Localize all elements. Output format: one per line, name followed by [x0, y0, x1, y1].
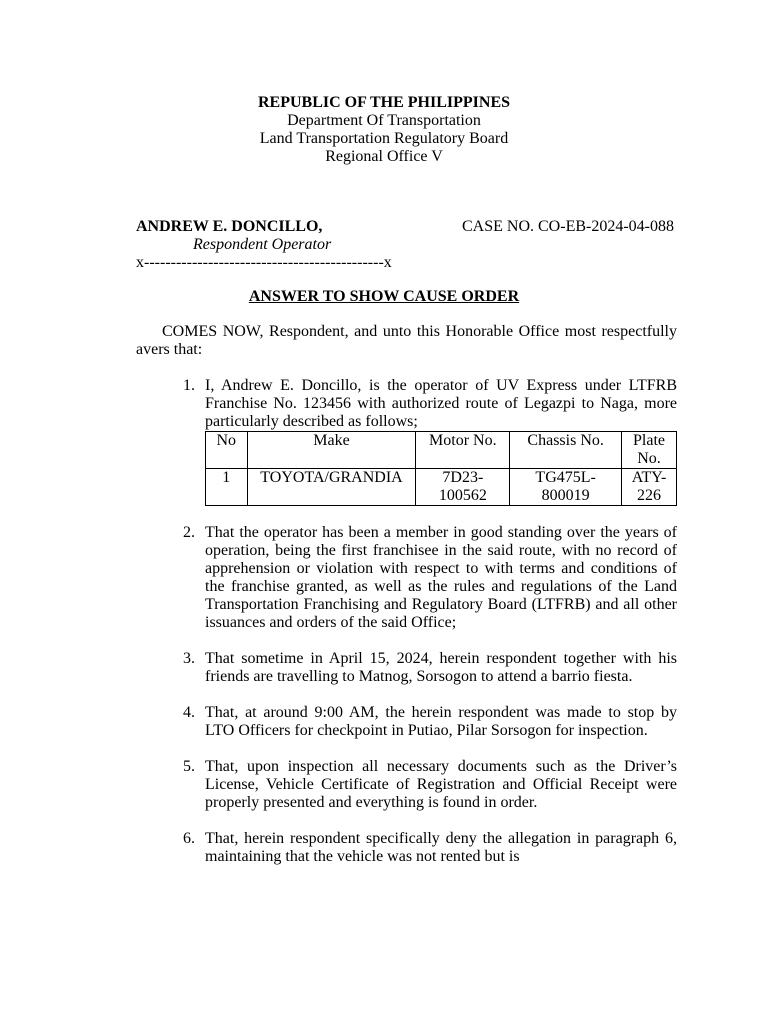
paragraph-number: 4.	[183, 704, 195, 721]
column-header: Make	[247, 432, 416, 469]
respondent-name: ANDREW E. DONCILLO,	[136, 218, 323, 235]
header-republic: REPUBLIC OF THE PHILIPPINES	[257, 94, 511, 111]
table-row	[206, 469, 677, 506]
paragraph-text: That, herein respondent specifically deny the allegation in paragraph 6, maintaining that the vehicle was not rented but is	[205, 830, 677, 865]
paragraph-item	[136, 377, 677, 506]
header-board: Land Transportation Regulatory Board	[259, 130, 509, 147]
paragraph-text: That sometime in April 15, 2024, herein respondent together with his friends are travelling to Matnog, Sorsogon to attend a barrio fiesta.	[205, 650, 677, 685]
paragraph-text: That the operator has been a member in good standing over the years of operation, being the first franchisee in the said route, with no record of apprehension or violation with respect to with terms and conditions of the franchise granted, as well as the rules and regulations of the Land Transportation Franchising and Regulatory Board (LTFRB) and all other issuances and orders of the said Office;	[205, 524, 677, 631]
paragraph-number: 6.	[183, 830, 195, 847]
column-header: No	[206, 432, 248, 469]
paragraph-text: I, Andrew E. Doncillo, is the operator of UV Express under LTFRB Franchise No. 123456 with authorized route of Legazpi to Naga, more particularly described as follows;	[205, 377, 677, 430]
column-header: Chassis No.	[510, 432, 622, 469]
table-cell: 1	[206, 469, 248, 506]
document-title: ANSWER TO SHOW CAUSE ORDER	[248, 288, 520, 305]
column-header: Plate No.	[622, 432, 677, 469]
table-cell: TG475L-800019	[510, 469, 622, 506]
document-header	[0, 94, 768, 166]
paragraph-item	[136, 524, 677, 632]
table-header-row	[206, 432, 677, 469]
paragraph-number: 2.	[183, 524, 195, 541]
paragraph-text: That, upon inspection all necessary documents such as the Driver’s License, Vehicle Certificate of Registration and Official Receipt were properly presented and everything is found in order.	[205, 758, 677, 811]
numbered-paragraphs	[136, 377, 677, 884]
paragraph-item	[136, 758, 677, 812]
paragraph-item	[136, 704, 677, 740]
caption-separator: x---------------------------------------------x	[136, 254, 392, 271]
vehicle-table	[205, 431, 677, 506]
table-cell: ATY-226	[622, 469, 677, 506]
paragraph-text: That, at around 9:00 AM, the herein respondent was made to stop by LTO Officers for checkpoint in Putiao, Pilar Sorsogon for inspection.	[205, 704, 677, 739]
case-number: CASE NO. CO-EB-2024-04-088	[462, 218, 674, 235]
respondent-role: Respondent Operator	[193, 236, 332, 253]
paragraph-number: 1.	[183, 377, 195, 394]
header-regional-office: Regional Office V	[325, 148, 443, 165]
header-department: Department Of Transportation	[287, 112, 481, 129]
table-cell: TOYOTA/GRANDIA	[247, 469, 416, 506]
table-cell: 7D23-100562	[416, 469, 510, 506]
intro-paragraph: COMES NOW, Respondent, and unto this Honorable Office most respectfully avers that:	[136, 323, 677, 358]
paragraph-number: 3.	[183, 650, 195, 667]
column-header: Motor No.	[416, 432, 510, 469]
paragraph-number: 5.	[183, 758, 195, 775]
paragraph-item	[136, 650, 677, 686]
case-caption	[136, 218, 392, 272]
paragraph-item	[136, 830, 677, 866]
